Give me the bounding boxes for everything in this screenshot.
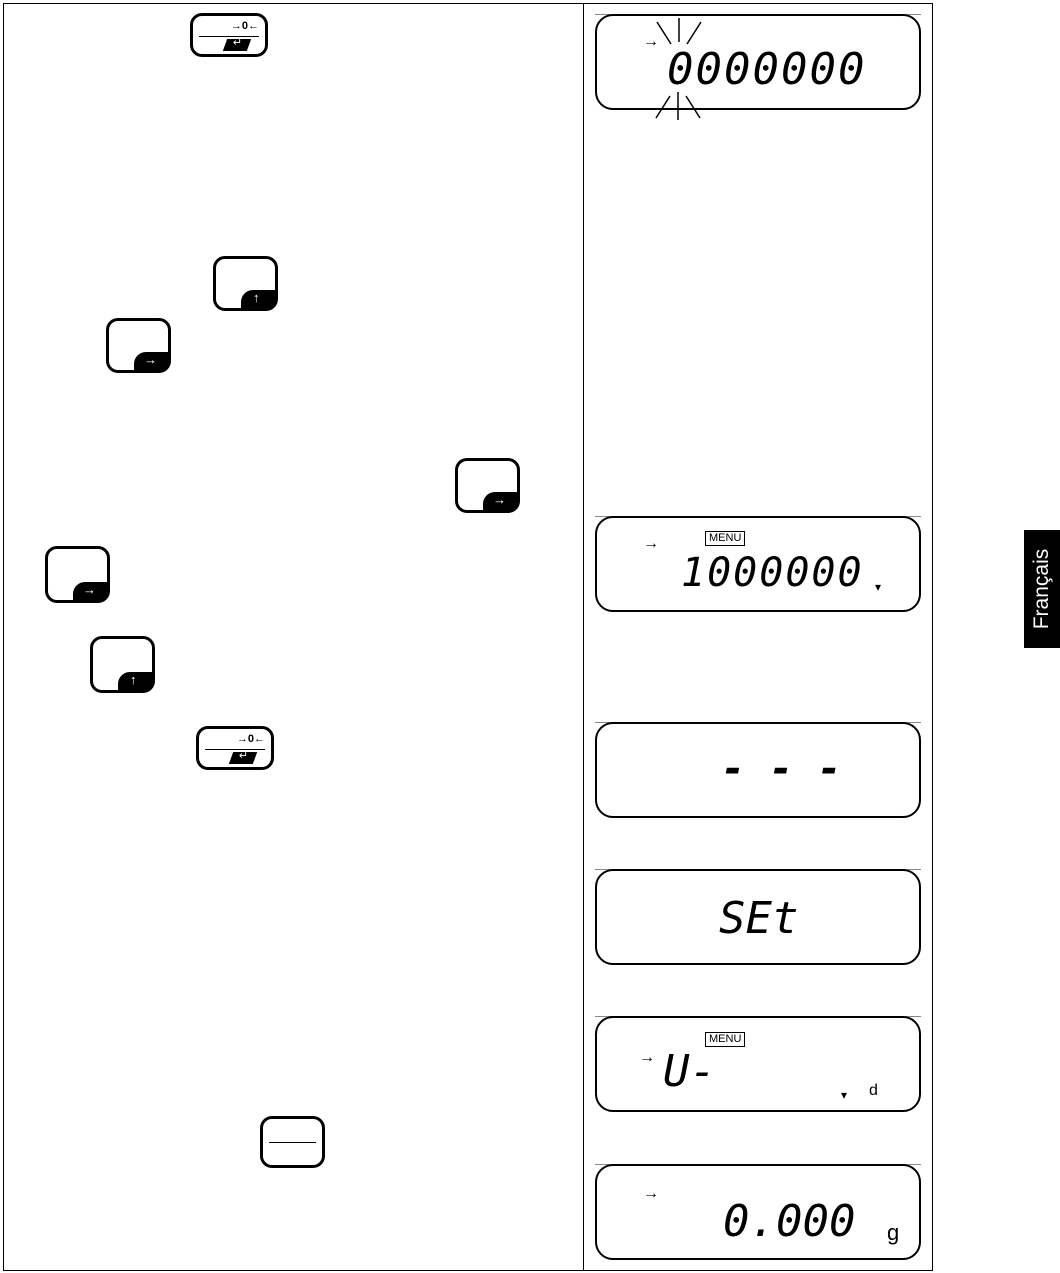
lcd-display-2 [595, 516, 921, 612]
key-divider [205, 749, 265, 750]
lcd-display-1 [595, 14, 921, 110]
lcd-display-6 [595, 1164, 921, 1260]
stability-arrow-icon: → [643, 1185, 659, 1202]
right-key[interactable] [106, 318, 171, 373]
blink-rays-bottom-icon [648, 92, 708, 122]
column-divider [583, 3, 584, 1271]
lcd-text: U- [663, 1046, 716, 1097]
tare-symbol-icon: →0← [236, 733, 265, 745]
menu-indicator: MENU [705, 1032, 745, 1047]
unit-label: g [887, 1220, 900, 1245]
lcd-text: - - - [721, 746, 842, 792]
enter-icon: ↵ [229, 752, 257, 764]
stability-arrow-icon: → [643, 535, 659, 552]
blink-rays-top-icon [649, 18, 709, 58]
stability-arrow-icon: → [639, 1049, 655, 1066]
stability-arrow-icon: → [643, 33, 659, 50]
up-key[interactable] [90, 636, 155, 693]
blank-key[interactable] [260, 1116, 325, 1168]
right-arrow-icon: → [73, 582, 107, 600]
language-tab [1024, 530, 1060, 648]
language-tab-label: Français [1030, 548, 1053, 630]
key-divider [199, 36, 259, 37]
unit-label: d [869, 1082, 878, 1099]
right-key[interactable] [455, 458, 520, 513]
tare-enter-key[interactable] [196, 726, 274, 770]
segment-marker-icon: ▾ [875, 580, 882, 594]
right-arrow-icon: → [134, 352, 168, 370]
segment-marker-icon: ▾ [841, 1088, 848, 1102]
enter-icon: ↵ [223, 39, 251, 51]
up-arrow-icon: ↑ [241, 290, 275, 308]
lcd-digits: 0000000 [667, 44, 867, 95]
tare-symbol-icon: →0← [230, 20, 259, 32]
right-arrow-icon: → [483, 492, 517, 510]
lcd-text: SEt [719, 893, 799, 944]
menu-indicator: MENU [705, 531, 745, 546]
right-key[interactable] [45, 546, 110, 603]
key-divider [269, 1142, 316, 1143]
lcd-display-3 [595, 722, 921, 818]
lcd-display-5 [595, 1016, 921, 1112]
weight-value: 0.000 [723, 1196, 856, 1247]
up-key[interactable] [213, 256, 278, 311]
lcd-digits: 1000000 [681, 550, 864, 596]
lcd-display-4 [595, 869, 921, 965]
up-arrow-icon: ↑ [118, 672, 152, 690]
tare-enter-key[interactable] [190, 13, 268, 57]
